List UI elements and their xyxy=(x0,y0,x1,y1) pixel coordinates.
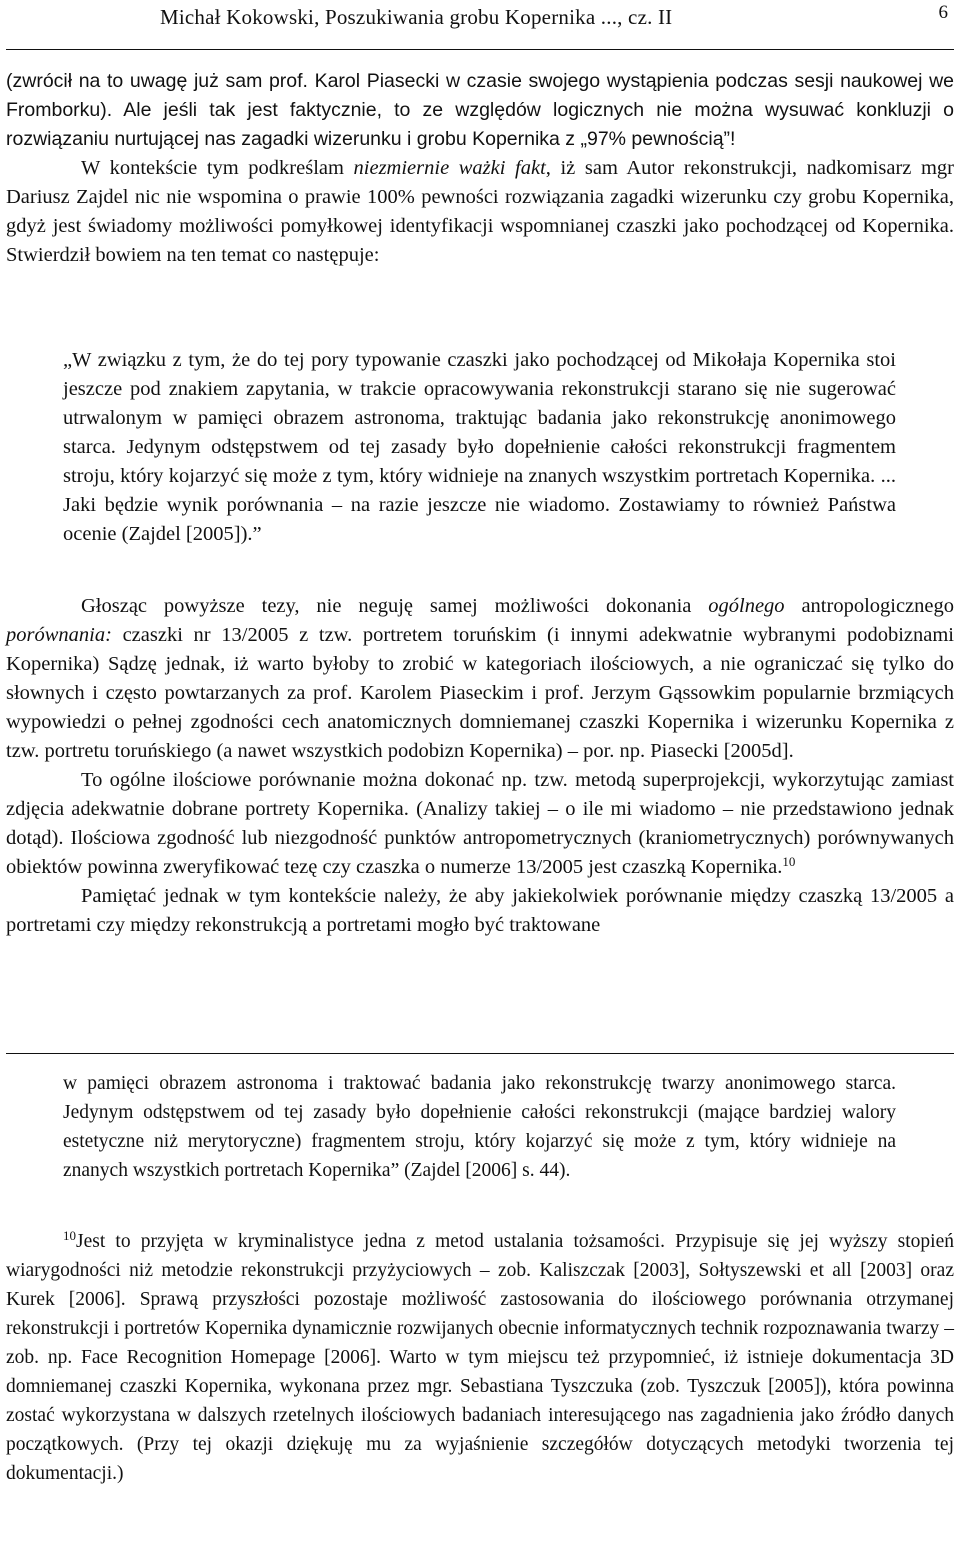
footnote-ref-10[interactable]: 10 xyxy=(782,854,796,869)
paragraph-2: W kontekście tym podkreślam niezmiernie ważki fakt, iż sam Autor rekonstrukcji, nadkomisarz mgr Dariusz Zajdel nic nie wspomina o prawie 100% pewności rozwiązania zagadki wizerunku czy grobu Kopernika, gdyż jest świadomy możliwości pomyłkowej identyfikacji wspomnianej czaszki jako pochodzącej od Kopernika. Stwierdził bowiem na ten temat co następuje: xyxy=(6,157,954,266)
paragraph-1: (zwrócił na to uwagę już sam prof. Karol Piasecki w czasie swojego wystąpienia podczas sesji naukowej we Fromborku). Ale jeśli tak jest faktycznie, to ze względów logicznych nie można wysuwać konkluzji o rozwiązaniu nurtującej nas zagadki wizerunku i grobu Kopernika z „97% pewnością”! xyxy=(6,70,954,150)
running-header xyxy=(6,0,952,38)
footnote-continuation-text: w pamięci obrazem astronoma i traktować badania jako rekonstrukcję twarzy anonimowego starca. Jedynym odstępstwem od tej zasady było dopełnienie całości rekonstrukcji (mające bardziej walory estetyczne niż merytoryczne) fragmentem stroju, który kojarzyć się może z tym, który widnieje na znanych wszystkich portretach Kopernika” (Zajdel [2006] s. 44). xyxy=(63,1073,896,1181)
paragraph-5: Pamiętać jednak w tym kontekście należy, że aby jakiekolwiek porównanie między czaszką 13/2005 a portretami czy między rekonstrukcją a portretami mogło być traktowane xyxy=(6,885,954,936)
page-number: 6 xyxy=(938,2,948,23)
emphasis-text: niezmiernie ważki fakt xyxy=(353,157,546,179)
footnote-10 xyxy=(6,1227,954,1488)
main-text-top xyxy=(6,67,954,270)
footnote-rule xyxy=(6,1053,954,1054)
footnote-continuation xyxy=(63,1069,896,1185)
paragraph-3: Głosząc powyższe tezy, nie neguję samej możliwości dokonania ogólnego antropologicznego porównania: czaszki nr 13/2005 z tzw. portretem toruńskim (i innymi adekwatnie wybranymi podobiznami Kopernika) Sądzę jednak, iż warto byłoby to zrobić w kategoriach ilościowych, a nie ograniczać się tylko do słownych i często powtarzanych za prof. Karolem Piaseckim i prof. Jerzym Gąssowkim popularnie brzmiących wypowiedzi o pełnej zgodności cech anatomicznych domniemanej czaszki Kopernika i wizerunku Kopernika z tzw. portretu toruńskiego (a nawet wszystkich podobizn Kopernika) – por. np. Piasecki [2005d]. xyxy=(6,595,955,762)
header-rule xyxy=(6,49,954,50)
footnote-10-number: 10 xyxy=(63,1228,76,1243)
footnote-10-text: Jest to przyjęta w kryminalistyce jedna z metod ustalania tożsamości. Przypisuje się jej wyższy stopień wiarygodności niż metodzie rekonstrukcji przyżyciowych – zob. Kaliszczak [2003], Sołtyszewski et all [2003] oraz Kurek [2006]. Sprawą przyszłości pozostaje możliwość zastosowania do ilościowego porównania otrzymanej rekonstrukcji i portretów Kopernika dynamicznie rozwijanych obecnie informatycznych technik rozpoznawania twarzy – zob. np. Face Recognition Homepage [2006]. Warto w tym miejscu też przypomnieć, iż istnieje dokumentacja 3D domniemanej czaszki Kopernika, wykonana przez mgr. Sebastiana Tyszczuka (zob. Tyszczuk [2005]), która powinna zostać wykorzystana w dalszych rzetelnych ilościowych badaniach interesującego nas zagadnienia jako źródło danych początkowych. (Przy tej okazji dziękuję mu za wyjaśnienie szczegółów dotyczących metodyki tworzenia tej dokumentacji.) xyxy=(6,1231,954,1484)
block-quote xyxy=(63,346,896,549)
paragraph-4: To ogólne ilościowe porównanie można dokonać np. tzw. metodą superprojekcji, wykorzytując zamiast zdjęcia adekwatnie dobrane portrety Kopernika. (Analizy takiej – o ile mi wiadomo – nie przedstawiono jednak dotąd). Ilościowa zgodność lub niezgodność punktów antropometrycznych (kraniometrycznych) porównywanych obiektów powinna zweryfikować tezę czy czaszka o numerze 13/2005 jest czaszką Kopernika.$^{10}$ xyxy=(6,769,954,878)
main-text-bottom xyxy=(6,592,954,940)
header-title: Michał Kokowski, Poszukiwania grobu Kopernika ..., cz. II xyxy=(160,5,673,29)
quote-text: „W związku z tym, że do tej pory typowanie czaszki jako pochodzącej od Mikołaja Kopernika stoi jeszcze pod znakiem zapytania, w trakcie opracowywania rekonstrukcji starano się nie sugerować utrwalonym w pamięci obrazem astronoma, traktując badania jako rekonstrukcję anonimowego starca. Jedynym odstępstwem od tej zasady było dopełnienie całości rekonstrukcji fragmentem stroju, który kojarzyć się może z tym, który widnieje na znanych wszystkim portretach Kopernika. ... Jaki będzie wynik porównania – na razie jeszcze nie wiadomo. Zostawiamy to również Państwa ocenie (Zajdel [2005]).” xyxy=(63,349,896,545)
